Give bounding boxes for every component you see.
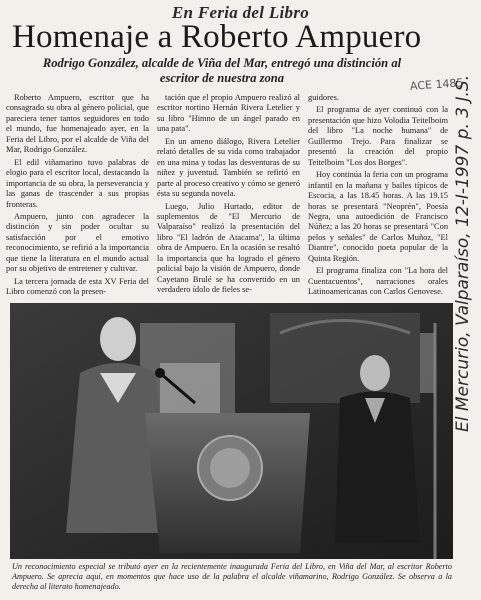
paragraph: Luego, Julio Hurtado, editor de suplementos de "El Mercurio de Valparaíso" realizó la presentación del libro "El ladrón de Atacama", la última obra de Ampuero. En la ocasión se resaltó la importancia que ha logrado el género policial bajo la visión de Ampuero, donde Cayetano Brulé se ha convertido en un verdadero ídolo de fieles se- (157, 201, 300, 295)
paragraph: El programa de ayer continuó con la presentación que hizo Volodia Teitelboim del libro "La noche humana" de Guillermo Trejo. Para finalizar se presentó la creación del propio Teitelboim "Los dos Borges". (308, 105, 448, 167)
photo-illustration (10, 303, 453, 559)
paragraph: El programa finaliza con "La hora del Cuentacuentos", narraciones orales Latinoamericanas con Carlos Genovese. (308, 266, 448, 297)
news-photo (10, 303, 453, 559)
article-column-2 (157, 93, 300, 298)
paragraph: La tercera jornada de esta XV Feria del Libro comenzó con la presen- (6, 276, 149, 297)
photo-caption: Un reconocimiento especial se tributó ayer en la recientemente inaugurada Feria del Libro, en Viña del Mar, al escritor Roberto Ampuero. Se aprecia aquí, en momentos que hace uso de la palabra el alcalde viñamarino, Rodrigo González. Se observa a la derecha al literato homenajeado. (12, 562, 452, 591)
paragraph: El edil viñamarino tuvo palabras de elogio para el escritor local, destacando la importancia de su obra, la perseverancia y las ganas de trascender a sus propias fronteras. (6, 157, 149, 209)
paragraph: En un ameno diálogo, Rivera Letelier relató detalles de su vida como trabajador en una mina y todas las desventuras de su niñez y juventud. También se refirió en parte al proceso creativo y cómo se generó ésta su segunda novela. (157, 136, 301, 199)
paragraph: Roberto Ampuero, escritor que ha consagrado su obra al género policial, que pareciera tener tantos seguidores en todo el mundo, fue homenajeado ayer, en la Feria del Libro, por el alcalde de Viña del Mar, Rodrigo González. (6, 93, 149, 155)
article-column-1 (6, 93, 149, 300)
subheadline: Rodrigo González, alcalde de Viña del Mar, entregó una distinción al escritor de nuestra zona (42, 56, 402, 85)
section-kicker: En Feria del Libro (171, 3, 310, 22)
handwritten-reference-note: ACE 1485 (409, 76, 464, 93)
paragraph: Hoy continúa la feria con un programa infantil en la mañana y bailes típicos de Escocia, a las 18.45 horas. A las 19.15 horas se presentará "Neoprén", Poesía Negra, una autoedición de Francisco Núñez; a las 20 horas se presentará "Con pelos y señales" de Carlos Muñoz, "El Diantre", conocido poeta popular de la Quinta Región. (308, 170, 448, 263)
handwritten-source-note: El Mercurio, Valparaíso, 12-I-1997 p. 3 J.S. (453, 74, 473, 432)
paragraph: guidores. (308, 93, 339, 102)
paragraph: Ampuero, junto con agradecer la distinción y sin poder ocultar su satisfacción por el emotivo reconocimiento, se refirió a la importancia que tiene la literatura en el mundo actual por su objetivo de entretener y cultivar. (6, 211, 149, 274)
headline: Homenaje a Roberto Ampuero (12, 19, 422, 55)
article-column-3 (308, 93, 448, 300)
paragraph: tación que el propio Ampuero realizó al escritor nortino Hernán Rivera Letelier y su libro "Himno de un ángel parado en una pata". (157, 93, 300, 134)
